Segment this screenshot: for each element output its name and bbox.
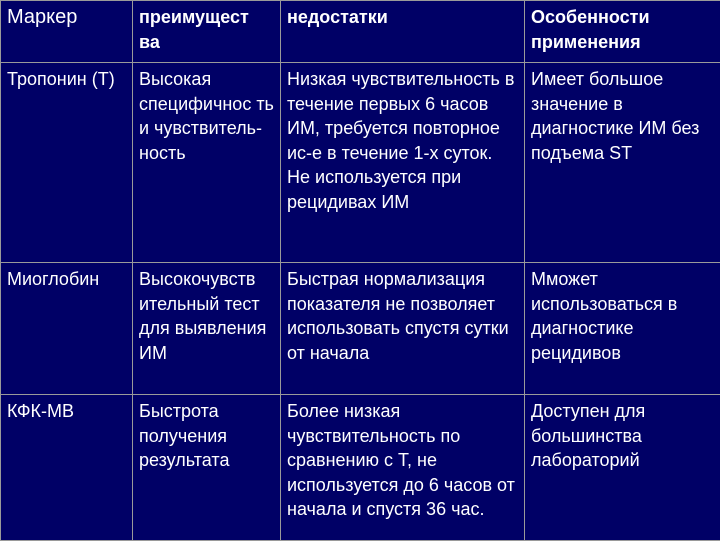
header-advantages: преимущест ва <box>133 1 281 63</box>
cell-disadvantages: Быстрая нормализация показателя не позволяет использовать спустя сутки от начала <box>281 263 525 395</box>
cell-marker: Тропонин (Т) <box>1 63 133 263</box>
cell-advantages: Высокая специфичнос ть и чувствитель-ность <box>133 63 281 263</box>
cell-disadvantages: Низкая чувствительность в течение первых 6 часов ИМ, требуется повторное ис-е в течение 1-х суток. Не используется при рецидивах ИМ <box>281 63 525 263</box>
cell-disadvantages: Более низкая чувствительность по сравнению с Т, не используется до 6 часов от начала и спустя 36 час. <box>281 395 525 541</box>
table-row <box>1 63 720 263</box>
header-disadvantages: недостатки <box>281 1 525 63</box>
table-row <box>1 263 720 395</box>
header-marker: Маркер <box>1 1 133 63</box>
table-header-row <box>1 1 720 63</box>
table-row <box>1 395 720 541</box>
cell-advantages: Высокочувств ительный тест для выявления ИМ <box>133 263 281 395</box>
cell-features: Мможет использоваться в диагностике рецидивов <box>525 263 720 395</box>
header-features: Особенности применения <box>525 1 720 63</box>
cell-marker: КФК-МВ <box>1 395 133 541</box>
cell-advantages: Быстрота получения результата <box>133 395 281 541</box>
cell-features: Доступен для большинства лабораторий <box>525 395 720 541</box>
cell-features: Имеет большое значение в диагностике ИМ без подъема ST <box>525 63 720 263</box>
cell-marker: Миоглобин <box>1 263 133 395</box>
